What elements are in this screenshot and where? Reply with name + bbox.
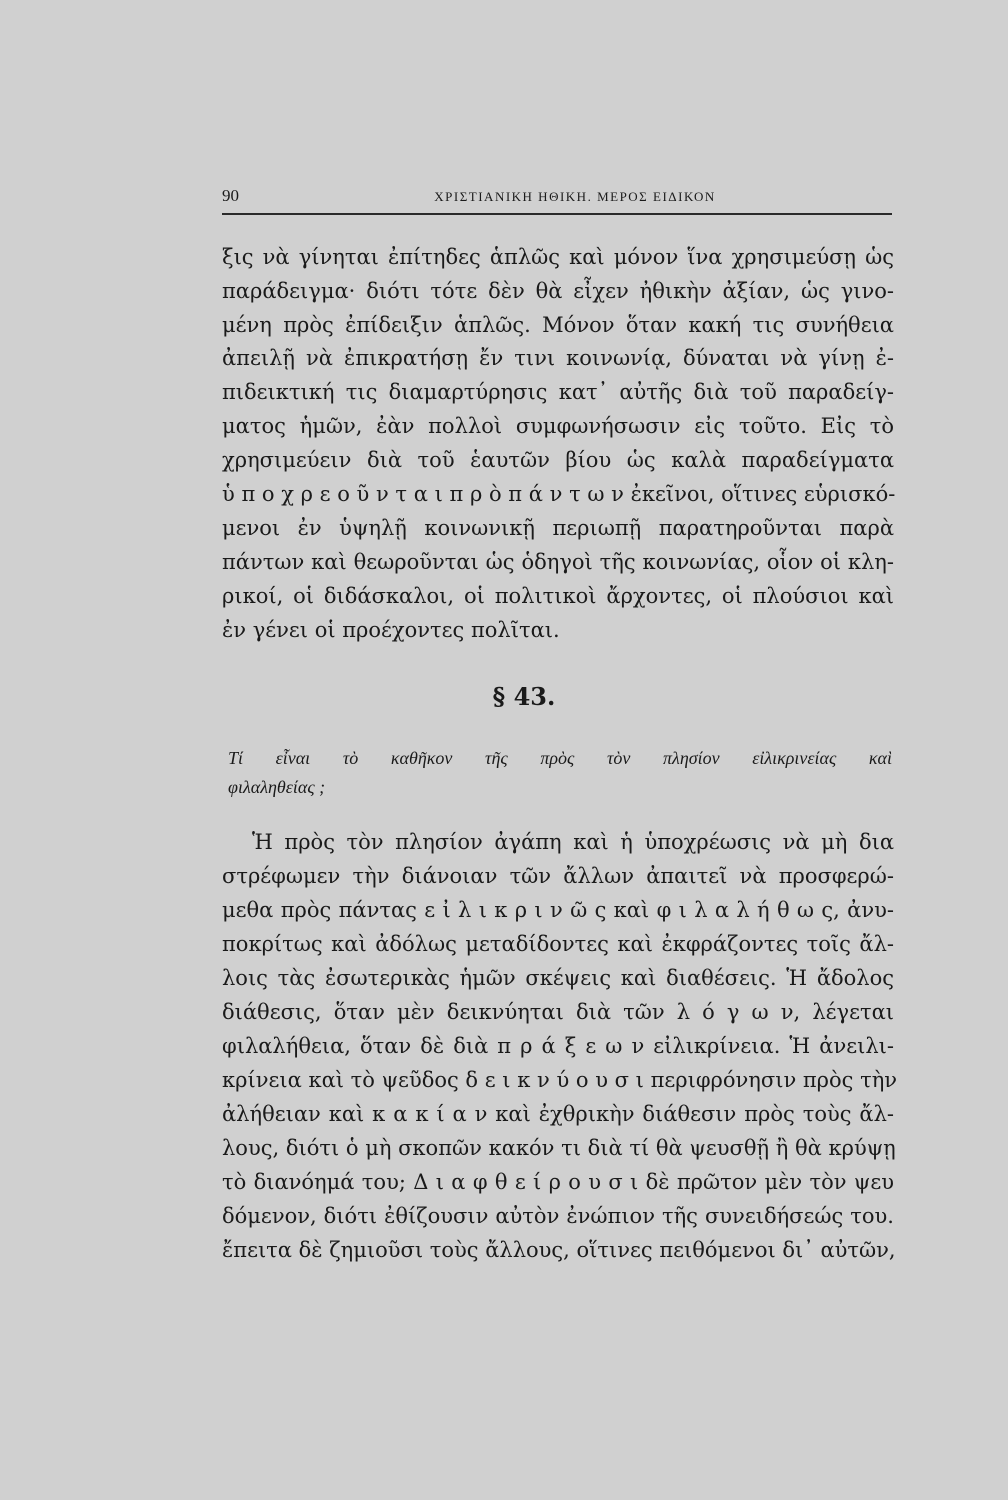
text-line: τὸ διανόημά του; Δ ι α φ θ ε ί ρ ο υ σ ι δὲ πρῶτον μὲν τὸν ψευ (222, 1170, 894, 1194)
text-line: πάντων καὶ θεωροῦνται ὡς ὁδηγοὶ τῆς κοινωνίας, οἷον οἱ κλη- (222, 550, 894, 574)
text-line: διάθεσις, ὅταν μὲν δεικνύηται διὰ τῶν λ ό γ ω ν, λέγεται (222, 1000, 894, 1024)
text-line: ἀπειλῇ νὰ ἐπικρατήσῃ ἔν τινι κοινωνίᾳ, δύναται νὰ γίνῃ ἐ- (222, 346, 894, 370)
text-line: λοις τὰς ἐσωτερικὰς ἡμῶν σκέψεις καὶ διαθέσεις. Ἡ ἄδολος (222, 966, 894, 990)
text-line: μεθα πρὸς πάντας ε ἰ λ ι κ ρ ι ν ῶ ς καὶ φ ι λ α λ ή θ ω ς, ἀνυ- (222, 898, 894, 922)
text-line: φιλαλήθεια, ὅταν δὲ διὰ π ρ ά ξ ε ω ν εἰλικρίνεια. Ἡ ἀνειλι- (222, 1034, 894, 1058)
text-line: ἐν γένει οἱ προέχοντες πολῖται. (222, 618, 560, 642)
running-head: ΧΡΙΣΤΙΑΝΙΚΗ ΗΘΙΚΗ. ΜΕΡΟΣ ΕΙΔΙΚΟΝ (434, 189, 716, 204)
text-line: λους, διότι ὁ μὴ σκοπῶν κακόν τι διὰ τί θὰ ψευσθῇ ἢ θὰ κρύψῃ (222, 1136, 896, 1160)
page-number: 90 (222, 186, 239, 205)
text-line: δόμενον, διότι ἐθίζουσιν αὐτὸν ἐνώπιον τῆς συνειδήσεώς του. (222, 1204, 894, 1228)
section-question-line: Τί εἶναι τὸ καθῆκον τῆς πρὸς τὸν πλησίον εἰλικρινείας καὶ (228, 748, 892, 768)
section-question-line: φιλαληθείας ; (228, 777, 326, 797)
text-line: μένη πρὸς ἐπίδειξιν ἁπλῶς. Μόνον ὅταν κακή τις συνήθεια (222, 313, 894, 337)
header-rule (222, 213, 892, 215)
page-header (222, 186, 888, 210)
text-line: Ἡ πρὸς τὸν πλησίον ἀγάπη καὶ ἡ ὑποχρέωσις νὰ μὴ δια (252, 830, 894, 854)
text-line: ρικοί, οἱ διδάσκαλοι, οἱ πολιτικοὶ ἄρχοντες, οἱ πλούσιοι καὶ (222, 584, 894, 608)
section-number: § 43. (492, 682, 556, 711)
text-line: πιδεικτική τις διαμαρτύρησις κατ᾽ αὐτῆς διὰ τοῦ παραδείγ- (222, 380, 894, 404)
text-line: ματος ἡμῶν, ἐὰν πολλοὶ συμφωνήσωσιν εἰς τοῦτο. Εἰς τὸ (222, 414, 894, 438)
text-line: ποκρίτως καὶ ἀδόλως μεταδίδοντες καὶ ἐκφράζοντες τοῖς ἄλ- (222, 932, 894, 956)
text-line: μενοι ἐν ὑψηλῇ κοινωνικῇ περιωπῇ παρατηροῦνται παρὰ (222, 516, 894, 540)
text-line: παράδειγμα· διότι τότε δὲν θὰ εἶχεν ἠθικὴν ἀξίαν, ὡς γινο- (222, 279, 894, 303)
text-line: κρίνεια καὶ τὸ ψεῦδος δ ε ι κ ν ύ ο υ σ ι περιφρόνησιν πρὸς τὴν (222, 1068, 898, 1092)
text-line: ὑ π ο χ ρ ε ο ῦ ν τ α ι π ρ ὸ π ά ν τ ω ν ἐκεῖνοι, οἵτινες εὑρισκό- (222, 482, 896, 506)
text-line: στρέφωμεν τὴν διάνοιαν τῶν ἄλλων ἀπαιτεῖ νὰ προσφερώ- (222, 864, 894, 888)
text-line: χρησιμεύειν διὰ τοῦ ἑαυτῶν βίου ὡς καλὰ παραδείγματα (222, 448, 894, 472)
text-line: ἀλήθειαν καὶ κ α κ ί α ν καὶ ἐχθρικὴν διάθεσιν πρὸς τοὺς ἄλ- (222, 1102, 894, 1126)
text-line: ἔπειτα δὲ ζημιοῦσι τοὺς ἄλλους, οἵτινες πειθόμενοι δι᾽ αὐτῶν, (222, 1238, 896, 1262)
text-line: ξις νὰ γίνηται ἐπίτηδες ἁπλῶς καὶ μόνον ἵνα χρησιμεύσῃ ὡς (222, 245, 894, 269)
